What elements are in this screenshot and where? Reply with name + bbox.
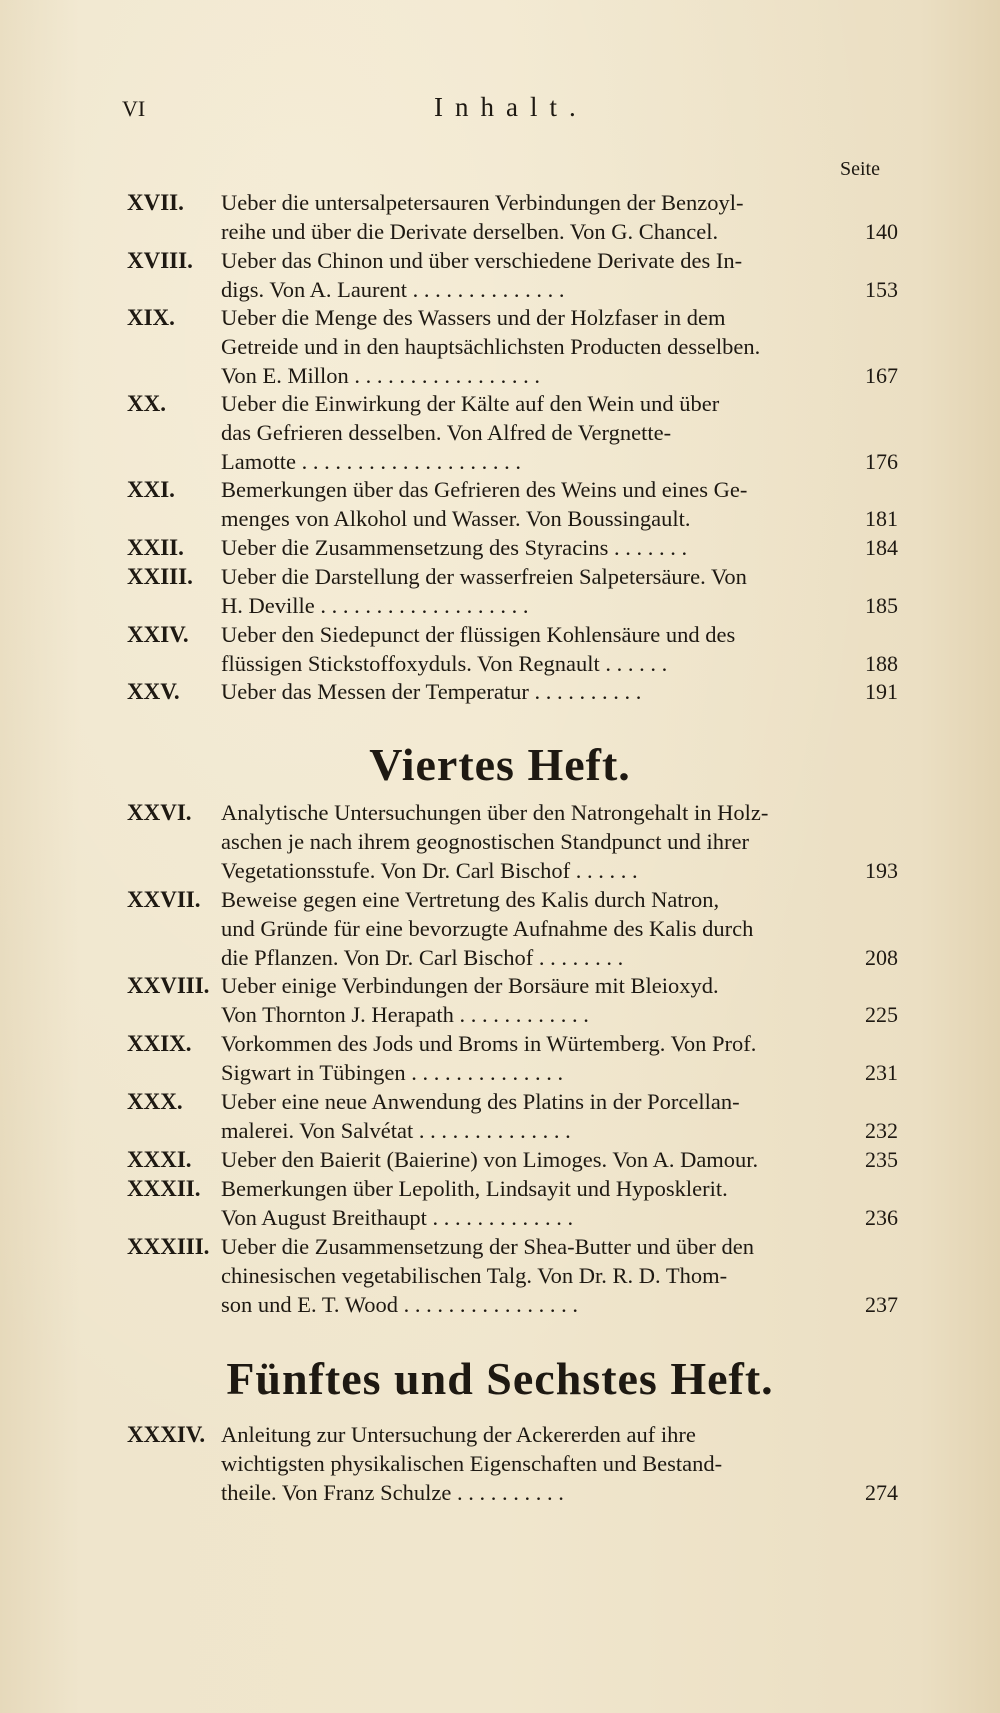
entry-title-line: malerei. Von Salvétat . . . . . . . . . . . . . .	[221, 1118, 571, 1143]
entry-title-line: Ueber die Einwirkung der Kälte auf den Wein und über	[221, 391, 720, 416]
entry-number: XXX.	[127, 1089, 183, 1114]
entry-title	[221, 798, 821, 885]
entry-page-number: 237	[865, 1292, 898, 1317]
entry-title-line: Ueber den Siedepunct der flüssigen Kohlensäure und des	[221, 622, 736, 647]
entry-page-number: 167	[865, 363, 898, 388]
entry-page-number: 235	[865, 1147, 898, 1172]
entry-number: XXVIII.	[127, 973, 210, 998]
entry-title-line: Sigwart in Tübingen . . . . . . . . . . . . . .	[221, 1060, 564, 1085]
entry-number: XXIII.	[127, 564, 193, 589]
page-number-roman: VI	[122, 96, 146, 121]
entry-number: XXXI.	[127, 1147, 192, 1172]
entry-page-number: 231	[865, 1060, 898, 1085]
entry-number: XXIX.	[127, 1031, 192, 1056]
entry-page-number: 274	[865, 1480, 898, 1505]
entry-title-line: Getreide und in den hauptsächlichsten Producten desselben.	[221, 334, 761, 359]
entry-title-line: Ueber das Messen der Temperatur . . . . . . . . . .	[221, 679, 642, 704]
entry-title-line: flüssigen Stickstoffoxyduls. Von Regnault . . . . . .	[221, 651, 668, 676]
entry-title	[221, 475, 821, 533]
entry-title-line: chinesischen vegetabilischen Talg. Von Dr. R. D. Thom-	[221, 1263, 728, 1288]
entry-page-number: 236	[865, 1205, 898, 1230]
entry-title-line: Ueber die Darstellung der wasserfreien Salpetersäure. Von	[221, 564, 747, 589]
entry-number: XXXIV.	[127, 1422, 206, 1447]
entry-title	[221, 677, 821, 706]
entry-page-number: 153	[865, 277, 898, 302]
entry-number: XIX.	[127, 305, 175, 330]
running-header	[0, 92, 1000, 132]
entry-number: XXII.	[127, 535, 184, 560]
entry-title-line: Lamotte . . . . . . . . . . . . . . . . . . . .	[221, 449, 521, 474]
entry-title-line: Bemerkungen über Lepolith, Lindsayit und Hyposklerit.	[221, 1176, 728, 1201]
entry-number: XX.	[127, 391, 166, 416]
entry-title	[221, 562, 821, 620]
entry-number: XXIV.	[127, 622, 189, 647]
entry-title-line: Ueber eine neue Anwendung des Platins in der Porcellan-	[221, 1089, 740, 1114]
entry-title-line: Beweise gegen eine Vertretung des Kalis durch Natron,	[221, 887, 720, 912]
entry-number: XVIII.	[127, 248, 193, 273]
entry-title	[221, 246, 821, 304]
entry-title-line: aschen je nach ihrem geognostischen Standpunct und ihrer	[221, 829, 749, 854]
entry-title	[221, 1145, 821, 1174]
entry-title-line: Von Thornton J. Herapath . . . . . . . . . . . .	[221, 1002, 589, 1027]
entry-title	[221, 1029, 821, 1087]
entry-page-number: 181	[865, 506, 898, 531]
entry-title-line: H. Deville . . . . . . . . . . . . . . . . . . .	[221, 593, 529, 618]
entry-title	[221, 620, 821, 678]
entry-number: XXXII.	[127, 1176, 201, 1201]
entry-title-line: Vegetationsstufe. Von Dr. Carl Bischof . . . . . .	[221, 858, 638, 883]
entry-title-line: Ueber den Baierit (Baierine) von Limoges. Von A. Damour.	[221, 1147, 759, 1172]
entry-title-line: reihe und über die Derivate derselben. Von G. Chancel.	[221, 219, 719, 244]
entry-title-line: menges von Alkohol und Wasser. Von Boussingault.	[221, 506, 691, 531]
entry-title	[221, 188, 821, 246]
entry-title-line: die Pflanzen. Von Dr. Carl Bischof . . . . . . . .	[221, 945, 624, 970]
entry-number: XVII.	[127, 190, 184, 215]
entry-title	[221, 885, 821, 972]
entry-title-line: und Gründe für eine bevorzugte Aufnahme des Kalis durch	[221, 916, 754, 941]
entry-title-line: wichtigsten physikalischen Eigenschaften und Bestand-	[221, 1451, 723, 1476]
entry-page-number: 184	[865, 535, 898, 560]
seite-label: Seite	[840, 158, 880, 180]
entry-title-line: Vorkommen des Jods und Broms in Würtemberg. Von Prof.	[221, 1031, 757, 1056]
entry-title-line: Ueber die untersalpetersauren Verbindungen der Benzoyl-	[221, 190, 744, 215]
entry-title	[221, 971, 821, 1029]
entry-page-number: 188	[865, 651, 898, 676]
entry-page-number: 208	[865, 945, 898, 970]
entry-title	[221, 533, 821, 562]
running-title: Inhalt.	[434, 92, 588, 122]
entry-title	[221, 1087, 821, 1145]
entry-title-line: son und E. T. Wood . . . . . . . . . . . . . . . .	[221, 1292, 578, 1317]
entry-title-line: Bemerkungen über das Gefrieren des Weins und eines Ge-	[221, 477, 748, 502]
entry-title-line: Ueber die Zusammensetzung der Shea-Butter und über den	[221, 1234, 754, 1259]
section-heading-viertes-heft: Viertes Heft.	[369, 739, 631, 790]
entry-number: XXI.	[127, 477, 175, 502]
entry-page-number: 185	[865, 593, 898, 618]
section-heading-fuenftes-sechstes-heft: Fünftes und Sechstes Heft.	[226, 1353, 774, 1404]
entry-number: XXV.	[127, 679, 180, 704]
entry-title-line: Analytische Untersuchungen über den Natrongehalt in Holz-	[221, 800, 769, 825]
entry-title-line: das Gefrieren desselben. Von Alfred de Vergnette-	[221, 420, 672, 445]
entry-title	[221, 303, 821, 390]
entry-title-line: digs. Von A. Laurent . . . . . . . . . . . . . .	[221, 277, 565, 302]
entry-page-number: 176	[865, 449, 898, 474]
entry-page-number: 193	[865, 858, 898, 883]
entry-title	[221, 1420, 821, 1507]
entry-title-line: Von E. Millon . . . . . . . . . . . . . . . . .	[221, 363, 540, 388]
entry-title-line: Von August Breithaupt . . . . . . . . . . . . .	[221, 1205, 574, 1230]
entry-title-line: theile. Von Franz Schulze . . . . . . . . . .	[221, 1480, 564, 1505]
entry-title-line: Ueber einige Verbindungen der Borsäure mit Bleioxyd.	[221, 973, 719, 998]
entry-number: XXVI.	[127, 800, 192, 825]
entry-page-number: 140	[865, 219, 898, 244]
entry-page-number: 191	[865, 679, 898, 704]
entry-title-line: Anleitung zur Untersuchung der Ackererden auf ihre	[221, 1422, 696, 1447]
entry-number: XXXIII.	[127, 1234, 210, 1259]
entry-number: XXVII.	[127, 887, 201, 912]
entry-title	[221, 1232, 821, 1319]
entry-title-line: Ueber die Menge des Wassers und der Holzfaser in dem	[221, 305, 726, 330]
entry-title-line: Ueber das Chinon und über verschiedene Derivate des In-	[221, 248, 743, 273]
entry-page-number: 232	[865, 1118, 898, 1143]
entry-title	[221, 1174, 821, 1232]
entry-title	[221, 389, 821, 476]
entry-page-number: 225	[865, 1002, 898, 1027]
entry-title-line: Ueber die Zusammensetzung des Styracins . . . . . . .	[221, 535, 688, 560]
